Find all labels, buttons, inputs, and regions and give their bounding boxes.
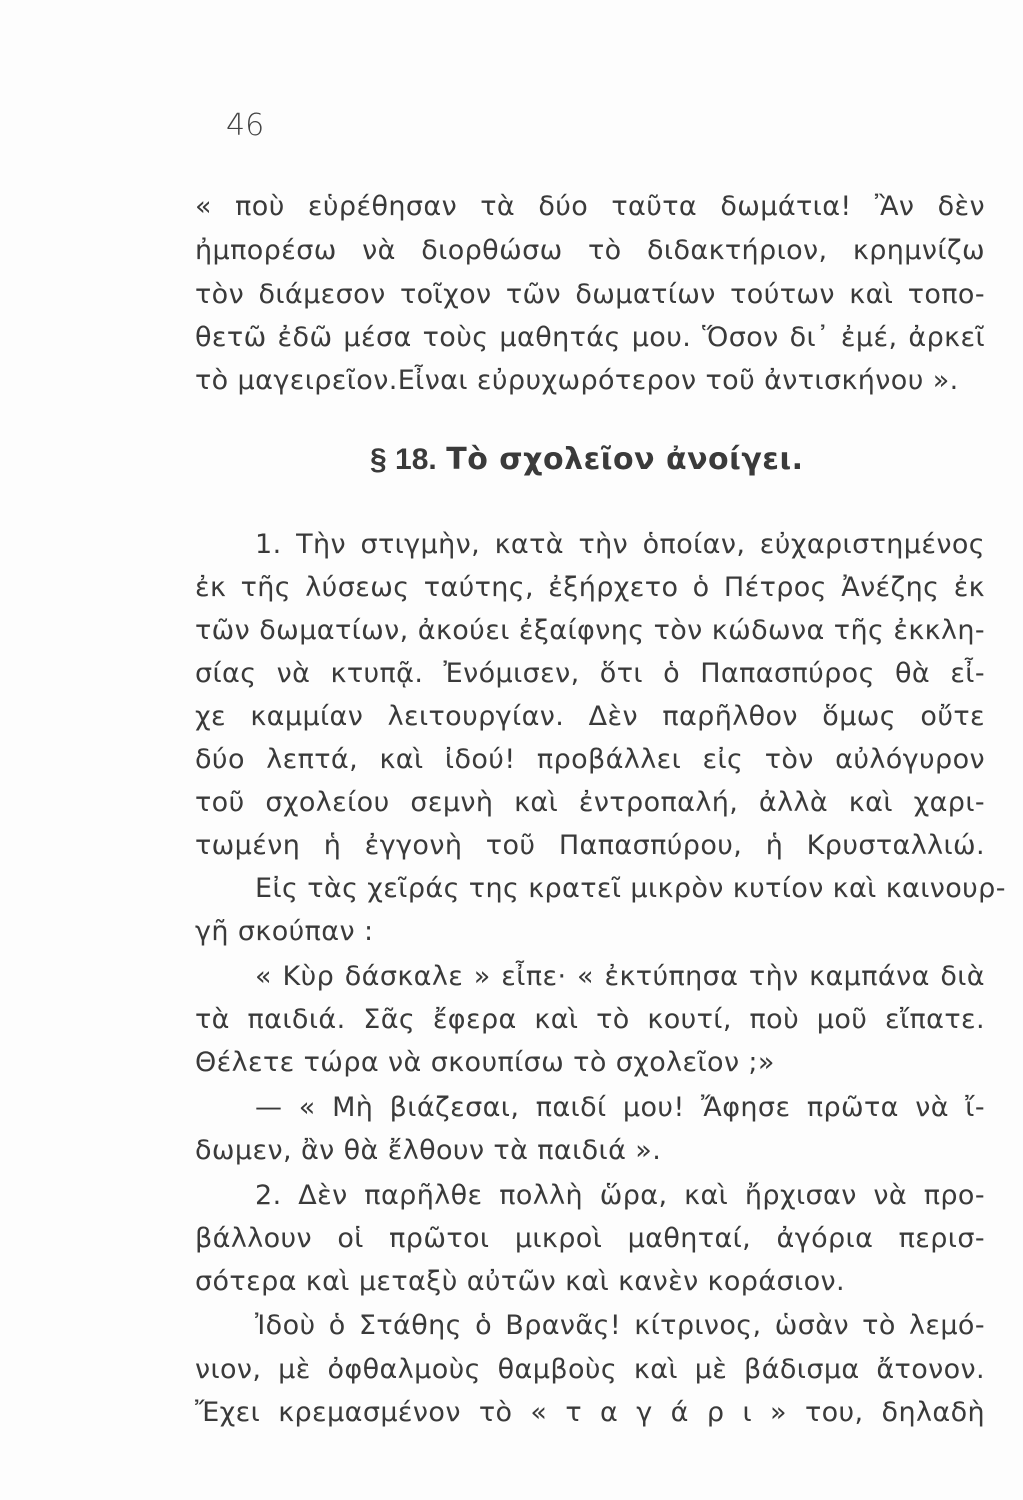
text-line: « Κὺρ δάσκαλε » εἶπε· « ἐκτύπησα τὴν καμπάνα διὰ: [255, 961, 985, 992]
text-line: ἐκ τῆς λύσεως ταύτης, ἐξήρχετο ὁ Πέτρος Ἀνέζης ἐκ: [195, 572, 985, 603]
text-line: βάλλουν οἱ πρῶτοι μικροὶ μαθηταί, ἀγόρια περισ-: [195, 1223, 985, 1254]
text-line: Ἔχει κρεμασμένον τὸ « τ α γ ά ρ ι » του, δηλαδὴ: [195, 1397, 985, 1428]
text-line: σίας νὰ κτυπᾷ. Ἐνόμισεν, ὅτι ὁ Παπασπύρος θὰ εἶ-: [195, 658, 985, 689]
text-line: σότερα καὶ μεταξὺ αὐτῶν καὶ κανὲν κοράσιον.: [195, 1266, 845, 1297]
text-line: Εἰς τὰς χεῖράς της κρατεῖ μικρὸν κυτίον καὶ καινουρ-: [255, 873, 1006, 904]
text-line: δύο λεπτά, καὶ ἰδού! προβάλλει εἰς τὸν αὐλόγυρον: [195, 744, 985, 775]
text-line: δωμεν, ἂν θὰ ἔλθουν τὰ παιδιά ».: [195, 1135, 662, 1166]
section-number: § 18.: [370, 443, 437, 476]
text-line: ἠμπορέσω νὰ διορθώσω τὸ διδακτήριον, κρημνίζω: [195, 235, 985, 266]
text-line: τὰ παιδιά. Σᾶς ἔφερα καὶ τὸ κουτί, ποὺ μοῦ εἴπατε.: [195, 1004, 985, 1035]
text-line: — « Μὴ βιάζεσαι, παιδί μου! Ἄφησε πρῶτα νὰ ἴ-: [255, 1092, 985, 1123]
page-number: 46: [226, 108, 265, 143]
text-line: γῆ σκούπαν :: [195, 916, 374, 947]
section-title: Τὸ σχολεῖον ἀνοίγει.: [446, 442, 804, 477]
text-line: τοῦ σχολείου σεμνὴ καὶ ἐντροπαλή, ἀλλὰ καὶ χαρι-: [195, 787, 985, 818]
text-line: τῶν δωματίων, ἀκούει ἐξαίφνης τὸν κώδωνα τῆς ἐκκλη-: [195, 615, 985, 646]
text-line: τωμένη ἡ ἐγγονὴ τοῦ Παπασπύρου, ἡ Κρυσταλλιώ.: [195, 830, 985, 861]
text-line: νιον, μὲ ὀφθαλμοὺς θαμβοὺς καὶ μὲ βάδισμα ἄτονον.: [195, 1354, 985, 1385]
text-line: τὸ μαγειρεῖον.Εἶναι εὐρυχωρότερον τοῦ ἀντισκήνου ».: [195, 365, 959, 396]
text-line: χε καμμίαν λειτουργίαν. Δὲν παρῆλθον ὅμως οὔτε: [195, 701, 985, 732]
text-line: 2. Δὲν παρῆλθε πολλὴ ὥρα, καὶ ἤρχισαν νὰ προ-: [255, 1180, 985, 1211]
text-line: Ἰδοὺ ὁ Στάθης ὁ Βρανᾶς! κίτρινος, ὡσὰν τὸ λεμό-: [255, 1310, 985, 1341]
text-line: « ποὺ εὑρέθησαν τὰ δύο ταῦτα δωμάτια! Ἂν δὲν: [195, 191, 985, 222]
text-line: Θέλετε τώρα νὰ σκουπίσω τὸ σχολεῖον ;»: [195, 1047, 775, 1078]
text-line: θετῶ ἐδῶ μέσα τοὺς μαθητάς μου. Ὅσον δι᾿ ἐμέ, ἀρκεῖ: [195, 322, 985, 353]
text-line: τὸν διάμεσον τοῖχον τῶν δωματίων τούτων καὶ τοπο-: [195, 279, 985, 310]
section-heading: [370, 440, 804, 480]
text-line: 1. Τὴν στιγμὴν, κατὰ τὴν ὁποίαν, εὐχαριστημένος: [255, 529, 985, 560]
